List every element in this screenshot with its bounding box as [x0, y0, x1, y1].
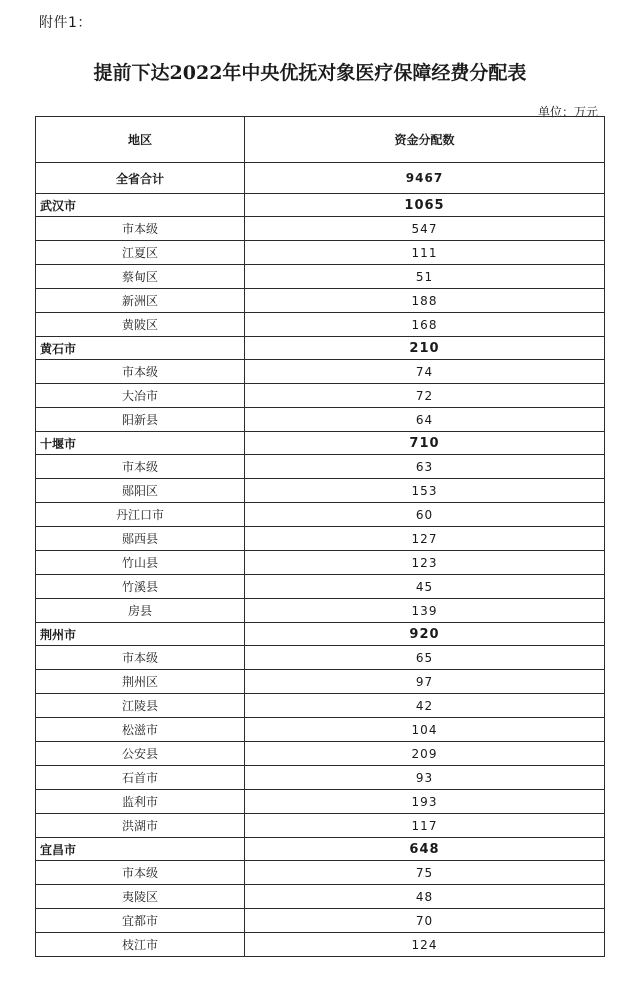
district-row [36, 933, 605, 957]
district-row [36, 766, 605, 790]
district-name: 市本级 [36, 646, 245, 670]
city-name: 荆州市 [36, 623, 245, 646]
district-name: 夷陵区 [36, 885, 245, 909]
district-value: 74 [245, 360, 605, 384]
district-value: 104 [245, 718, 605, 742]
district-value: 63 [245, 455, 605, 479]
district-name: 大冶市 [36, 384, 245, 408]
district-value: 72 [245, 384, 605, 408]
city-row [36, 194, 605, 217]
district-value: 193 [245, 790, 605, 814]
district-name: 洪湖市 [36, 814, 245, 838]
city-row [36, 432, 605, 455]
district-value: 70 [245, 909, 605, 933]
district-value: 127 [245, 527, 605, 551]
district-name: 松滋市 [36, 718, 245, 742]
district-name: 枝江市 [36, 933, 245, 957]
district-value: 60 [245, 503, 605, 527]
district-row [36, 503, 605, 527]
district-row [36, 408, 605, 432]
district-row [36, 455, 605, 479]
district-value: 48 [245, 885, 605, 909]
district-value: 153 [245, 479, 605, 503]
allocation-table [35, 116, 605, 957]
district-value: 124 [245, 933, 605, 957]
district-value: 168 [245, 313, 605, 337]
district-name: 蔡甸区 [36, 265, 245, 289]
district-value: 209 [245, 742, 605, 766]
district-value: 75 [245, 861, 605, 885]
district-row [36, 861, 605, 885]
district-name: 黄陂区 [36, 313, 245, 337]
district-name: 竹山县 [36, 551, 245, 575]
district-name: 竹溪县 [36, 575, 245, 599]
district-name: 监利市 [36, 790, 245, 814]
district-row [36, 360, 605, 384]
district-value: 139 [245, 599, 605, 623]
district-name: 石首市 [36, 766, 245, 790]
district-value: 97 [245, 670, 605, 694]
district-value: 93 [245, 766, 605, 790]
city-name: 武汉市 [36, 194, 245, 217]
district-value: 45 [245, 575, 605, 599]
district-row [36, 313, 605, 337]
district-row [36, 217, 605, 241]
district-name: 阳新县 [36, 408, 245, 432]
city-value: 648 [245, 838, 605, 861]
total-label: 全省合计 [36, 163, 245, 194]
city-name: 宜昌市 [36, 838, 245, 861]
district-row [36, 909, 605, 933]
district-value: 42 [245, 694, 605, 718]
district-name: 房县 [36, 599, 245, 623]
district-row [36, 742, 605, 766]
district-name: 新洲区 [36, 289, 245, 313]
city-row [36, 337, 605, 360]
column-header-amount: 资金分配数 [245, 117, 605, 163]
city-value: 210 [245, 337, 605, 360]
district-value: 65 [245, 646, 605, 670]
district-row [36, 885, 605, 909]
district-value: 117 [245, 814, 605, 838]
total-row [36, 163, 605, 194]
district-name: 江陵县 [36, 694, 245, 718]
city-row [36, 838, 605, 861]
column-header-region: 地区 [36, 117, 245, 163]
district-row [36, 289, 605, 313]
district-row [36, 790, 605, 814]
district-row [36, 479, 605, 503]
district-value: 188 [245, 289, 605, 313]
district-row [36, 527, 605, 551]
table-header-row [36, 117, 605, 163]
city-value: 1065 [245, 194, 605, 217]
page-title: 提前下达2022年中央优抚对象医疗保障经费分配表 [93, 62, 527, 84]
city-row [36, 623, 605, 646]
district-row [36, 265, 605, 289]
district-value: 547 [245, 217, 605, 241]
district-row [36, 599, 605, 623]
district-row [36, 575, 605, 599]
district-value: 64 [245, 408, 605, 432]
district-row [36, 814, 605, 838]
city-value: 920 [245, 623, 605, 646]
district-name: 公安县 [36, 742, 245, 766]
district-value: 51 [245, 265, 605, 289]
district-row [36, 241, 605, 265]
district-name: 江夏区 [36, 241, 245, 265]
district-row [36, 646, 605, 670]
district-name: 郧阳区 [36, 479, 245, 503]
district-value: 111 [245, 241, 605, 265]
total-value: 9467 [245, 163, 605, 194]
district-row [36, 718, 605, 742]
district-name: 市本级 [36, 861, 245, 885]
district-name: 宜都市 [36, 909, 245, 933]
city-value: 710 [245, 432, 605, 455]
district-name: 市本级 [36, 360, 245, 384]
unit-label: 单位：万元 [537, 105, 598, 119]
city-name: 十堰市 [36, 432, 245, 455]
district-name: 荆州区 [36, 670, 245, 694]
district-value: 123 [245, 551, 605, 575]
district-row [36, 670, 605, 694]
table-body [36, 163, 605, 957]
district-name: 市本级 [36, 217, 245, 241]
district-row [36, 551, 605, 575]
city-name: 黄石市 [36, 337, 245, 360]
attachment-label: 附件1： [39, 15, 92, 31]
district-name: 郧西县 [36, 527, 245, 551]
district-row [36, 694, 605, 718]
allocation-table-container [35, 116, 604, 957]
district-name: 丹江口市 [36, 503, 245, 527]
district-name: 市本级 [36, 455, 245, 479]
district-row [36, 384, 605, 408]
